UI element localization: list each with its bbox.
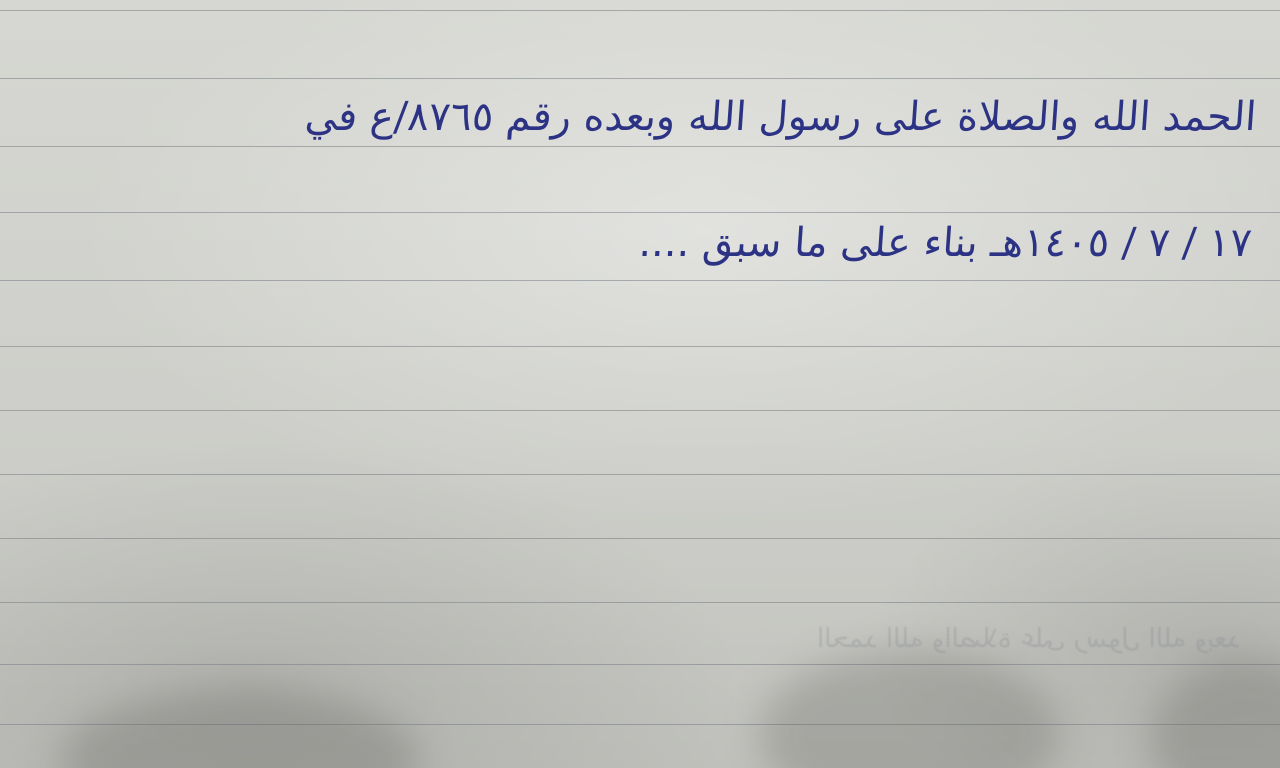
show-through-text: الحمد الله والصلاة على رسول الله وبعد <box>816 624 1240 654</box>
ruled-line <box>0 146 1280 147</box>
handwritten-line-1: الحمد الله والصلاة على رسول الله وبعده رقم ٨٧٦٥/ع في <box>303 94 1258 140</box>
ruled-line <box>0 280 1280 281</box>
ruled-line <box>0 346 1280 347</box>
ruled-line <box>0 602 1280 603</box>
ruled-line <box>0 538 1280 539</box>
ruled-line <box>0 212 1280 213</box>
ruled-line <box>0 78 1280 79</box>
ruled-line <box>0 10 1280 11</box>
ruled-line <box>0 664 1280 665</box>
ruled-line <box>0 410 1280 411</box>
handwritten-line-2: ١٧ / ٧ / ١٤٠٥هـ بناء على ما سبق .... <box>637 220 1254 266</box>
ruled-line <box>0 474 1280 475</box>
